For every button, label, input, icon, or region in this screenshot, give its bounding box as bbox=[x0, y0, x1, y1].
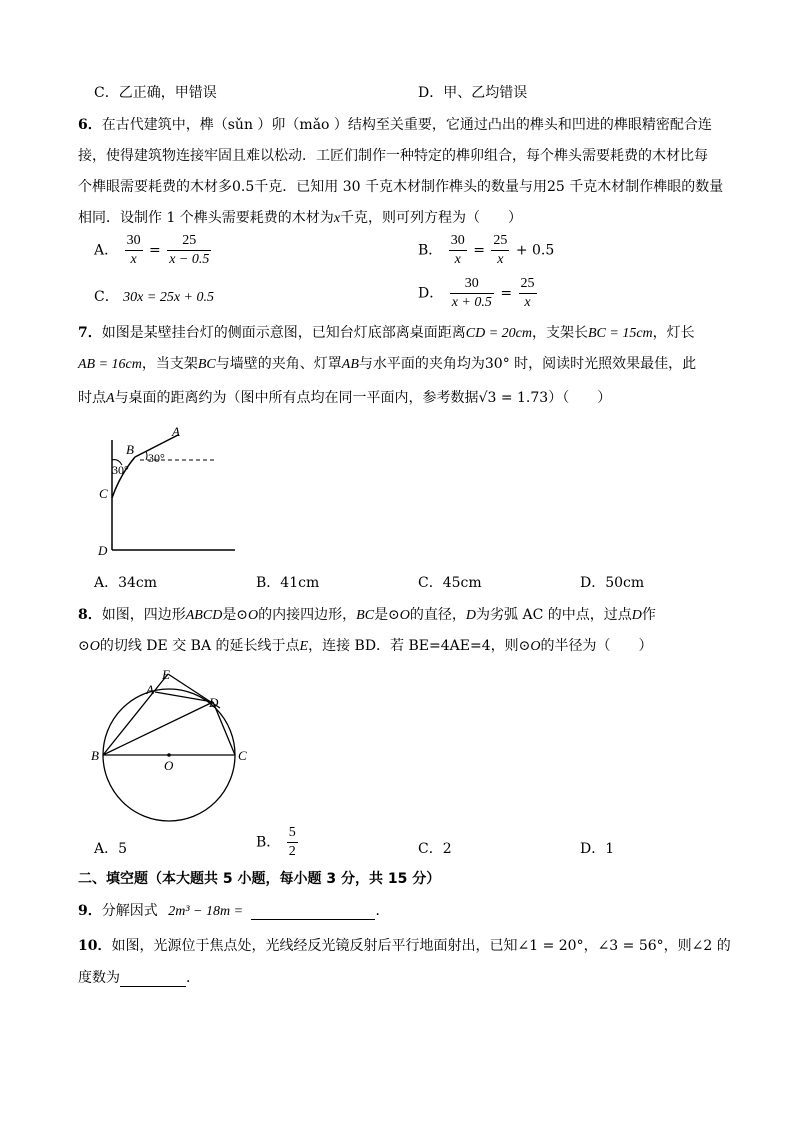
angle-arc-top bbox=[146, 451, 147, 460]
q6-a-left-fraction: $\frac{30}{x}$ bbox=[126, 233, 141, 267]
q9-answer-blank[interactable] bbox=[251, 903, 375, 920]
line-be bbox=[103, 674, 168, 755]
q10-line-1: 10．如图，光源位于焦点处，光线经反光镜反射后平行地面射出，已知∠1 = 20°，∠3 = 56°，则∠2 的 bbox=[78, 938, 731, 954]
angle-label-top: 30° bbox=[148, 451, 165, 465]
q10-line-2: 度数为 ． bbox=[78, 970, 200, 986]
q9-expression: 2m³ − 18m = bbox=[168, 904, 244, 919]
q8-option-d[interactable]: D．1 bbox=[580, 841, 615, 857]
q7-option-b[interactable]: B．41cm bbox=[256, 575, 320, 591]
q6-b-left-fraction: $\frac{30}{x}$ bbox=[450, 233, 465, 267]
q8-option-c[interactable]: C．2 bbox=[418, 841, 452, 857]
q6-d-right-fraction: $\frac{25}{x}$ bbox=[520, 276, 535, 310]
section-fill-in-title: 二、填空题（本大题共 5 小题，每小题 3 分，共 15 分） bbox=[78, 871, 441, 887]
q6-option-d[interactable]: D． $\frac{30}{x + 0.5}$ = $\frac{25}{x}$ bbox=[418, 276, 535, 310]
q8-line-2: ⊙O的切线 DE 交 BA 的延长线于点E，连接 BD．若 BE=4AE=4，则⊙O的半径为（ ） bbox=[78, 638, 653, 654]
label-b: B bbox=[91, 748, 99, 763]
q7-line-3: 时点A与桌面的距离约为（图中所有点均在同一平面内，参考数据√3 = 1.73）（ ） bbox=[78, 390, 612, 406]
q6-b-right-fraction: $\frac{25}{x}$ bbox=[493, 233, 508, 267]
label-c: C bbox=[238, 748, 247, 763]
q6-var-x: x bbox=[333, 211, 341, 226]
q5-option-d[interactable]: D．甲、乙均错误 bbox=[418, 85, 528, 101]
label-e: E bbox=[162, 667, 170, 682]
label-o: O bbox=[164, 758, 174, 773]
q6-option-d-label: D． bbox=[418, 285, 444, 302]
q6-option-a[interactable]: A． $\frac{30}{x}$ = $\frac{25}{x - 0.5}$ bbox=[94, 233, 210, 267]
label-d: D bbox=[209, 695, 219, 710]
q6-option-c-label: C． bbox=[94, 289, 119, 305]
q7-lamp-figure bbox=[90, 420, 250, 560]
q6-d-left-fraction: $\frac{30}{x + 0.5}$ bbox=[451, 276, 492, 310]
q7-option-c[interactable]: C．45cm bbox=[418, 575, 482, 591]
q6-stem-1: 在古代建筑中，榫（sǔn ）卯（mǎo ）结构至关重要，它通过凸出的榫头和凹进的榫眼精密配合连 bbox=[101, 117, 712, 133]
label-c: C bbox=[99, 486, 108, 501]
q5-option-c[interactable]: C．乙正确，甲错误 bbox=[94, 85, 217, 101]
q6-a-right-fraction: $\frac{25}{x - 0.5}$ bbox=[169, 233, 210, 267]
q8-circle-figure bbox=[88, 662, 258, 827]
q6-option-a-label: A． bbox=[94, 242, 119, 259]
q8-b-fraction: $\frac{5}{2}$ bbox=[288, 825, 296, 859]
q6-option-b-label: B． bbox=[418, 242, 443, 259]
q7-option-d[interactable]: D．50cm bbox=[580, 575, 645, 591]
q9-line: 9．分解因式 2m³ − 18m = ． bbox=[78, 903, 390, 919]
q6-stem-3: 个榫眼需要耗费的木材多0.5千克．已知用 30 千克木材制作榫头的数量与用25 千克木材制作榫眼的数量 bbox=[78, 179, 724, 195]
q8-option-b[interactable] bbox=[256, 824, 300, 861]
q7-number: 7． bbox=[78, 325, 102, 341]
q8-option-a[interactable]: A．5 bbox=[94, 841, 128, 857]
q10-answer-blank[interactable] bbox=[120, 970, 186, 987]
label-d: D bbox=[98, 543, 108, 558]
q7-line-1: 7．如图是某壁挂台灯的侧面示意图，已知台灯底部离桌面距离CD = 20cm，支架长BC = 15cm，灯长 bbox=[78, 325, 695, 341]
center-dot bbox=[167, 753, 171, 757]
q7-option-a[interactable]: A．34cm bbox=[94, 575, 158, 591]
line-bd bbox=[103, 702, 213, 755]
label-a: A bbox=[172, 424, 180, 439]
q7-line-2: AB = 16cm，当支架BC与墙壁的夹角、灯罩AB与水平面的夹角均为30° 时，阅读时光照效果最佳，此 bbox=[78, 356, 697, 372]
q8-line-1: 8．如图，四边形ABCD是⊙O的内接四边形，BC是⊙O的直径，D为劣弧 AC 的中点，过点D作 bbox=[78, 607, 656, 623]
q6-option-c[interactable] bbox=[94, 286, 214, 306]
q6-option-b[interactable]: B． $\frac{30}{x}$ = $\frac{25}{x}$ + 0.5 bbox=[418, 233, 555, 267]
q6-stem-4a: 相同．设制作 1 个榫头需要耗费的木材为 bbox=[78, 210, 334, 226]
q6-option-c-expr: 30x = 25x + 0.5 bbox=[123, 290, 214, 305]
label-b: B bbox=[126, 442, 134, 457]
q8-number: 8． bbox=[78, 607, 102, 623]
q6-stem-2: 接，使得建筑物连接牢固且难以松动．工匠们制作一种特定的榫卯组合，每个榫头需要耗费的木材比每 bbox=[78, 148, 708, 164]
q9-number: 9． bbox=[78, 903, 102, 919]
angle-label-left: 30° bbox=[112, 463, 129, 477]
q10-number: 10． bbox=[78, 938, 112, 954]
q6-line-1 bbox=[78, 114, 712, 134]
q8-option-b-label: B． bbox=[256, 834, 281, 851]
q6-line-4 bbox=[78, 207, 522, 227]
label-a: A bbox=[146, 682, 154, 697]
q6-number: 6． bbox=[78, 117, 102, 133]
q6-stem-4b: 千克，则可列方程为（ ） bbox=[340, 210, 523, 226]
